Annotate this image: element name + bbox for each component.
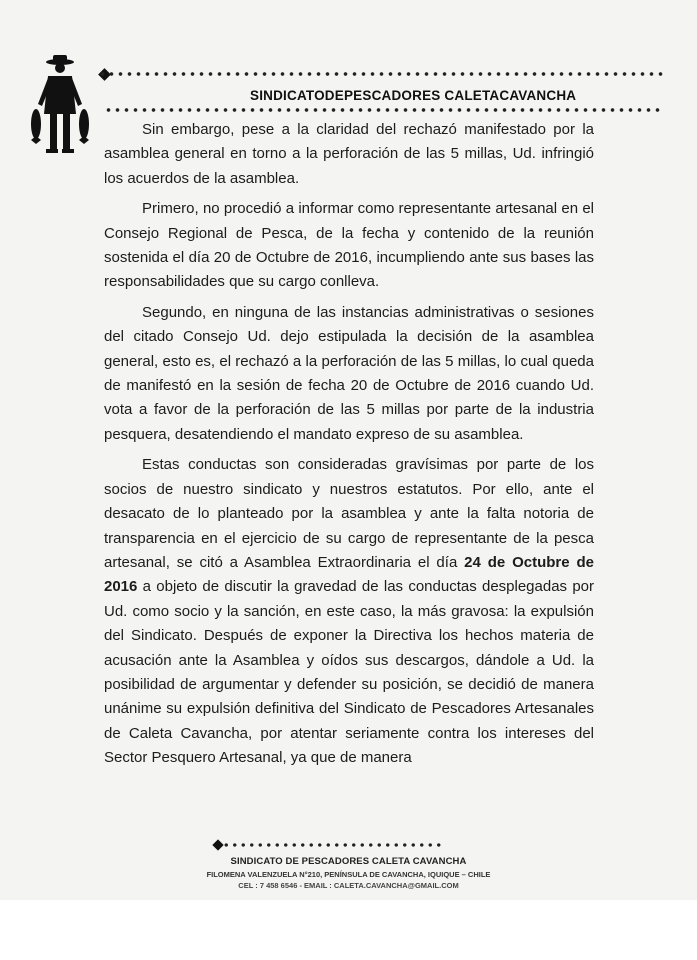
footer-dotted-rule [222, 840, 442, 850]
paragraph-4-part-a: Estas conductas son consideradas gravísimas por parte de los socios de nuestro sindicato y nuestros estatutos. Por ello, ante el desacato de lo planteado por la asamblea y ante la falta notoria de transparencia en el ejercicio de su cargo de representante de la pesca artesanal, se citó a Asamblea Extraordinaria el día [104, 456, 594, 571]
footer-union-name: SINDICATO DE PESCADORES CALETA CAVANCHA [230, 856, 467, 867]
blank-margin [0, 900, 697, 960]
paragraph-1: Sin embargo, pese a la claridad del rechazó manifestado por la asamblea general en torno a la perforación de las 5 millas, Ud. infringió los acuerdos de la asamblea. [104, 121, 594, 187]
footer-address: FILOMENA VALENZUELA N°210, PENÍNSULA DE CAVANCHA, IQUIQUE – CHILE [206, 870, 491, 879]
paragraph-3: Segundo, en ninguna de las instancias administrativas o sesiones del citado Consejo Ud. dejo estipulada la decisión de la asamblea general, esto es, el rechazó a la perforación de las 5 millas, lo cual queda de manifestó en la sesión de fecha 20 de Octubre de 2016 cuando Ud. vota a favor de la perforación de las 5 millas por parte de la industria pesquera, desatendiendo el mandato expreso de su asamblea. [104, 303, 594, 443]
header-dotted-rule-top [98, 69, 663, 79]
assembly-date: 24 de Octubre de 2016 [104, 553, 594, 596]
footer-contact: CEL : 7 458 6546 - EMAIL : CALETA.CAVANCHA@GMAIL.COM [238, 881, 459, 890]
letter-body [104, 118, 594, 777]
paragraph-4-part-b: a objeto de discutir la gravedad de las conductas desplegadas por Ud. como socio y la sanción, en este caso, la más gravosa: la expulsión del Sindicato. Después de exponer la Directiva los hechos materia de acusación ante la Asamblea y oídos sus descargos, dándole a Ud. la posibilidad de argumentar y defender su posición, se decidió de manera unánime su expulsión definitiva del Sindicato de Pescadores Artesanales de Caleta Cavancha, por atentar seriamente contra los intereses del Sector Pesquero Artesanal, ya que de manera [104, 578, 594, 767]
fisherman-holding-fish-icon [26, 52, 94, 162]
header-dotted-rule-bottom [104, 105, 664, 115]
paragraph-2: Primero, no procedió a informar como representante artesanal en el Consejo Regional de Pesca, de la fecha y contenido de la reunión sostenida el día 20 de Octubre de 2016, incumpliendo ante sus bases las responsabilidades que su cargo conlleva. [104, 200, 594, 291]
union-header-title: SINDICATODEPESCADORES CALETACAVANCHA [250, 88, 577, 103]
paragraph-4 [104, 453, 594, 770]
